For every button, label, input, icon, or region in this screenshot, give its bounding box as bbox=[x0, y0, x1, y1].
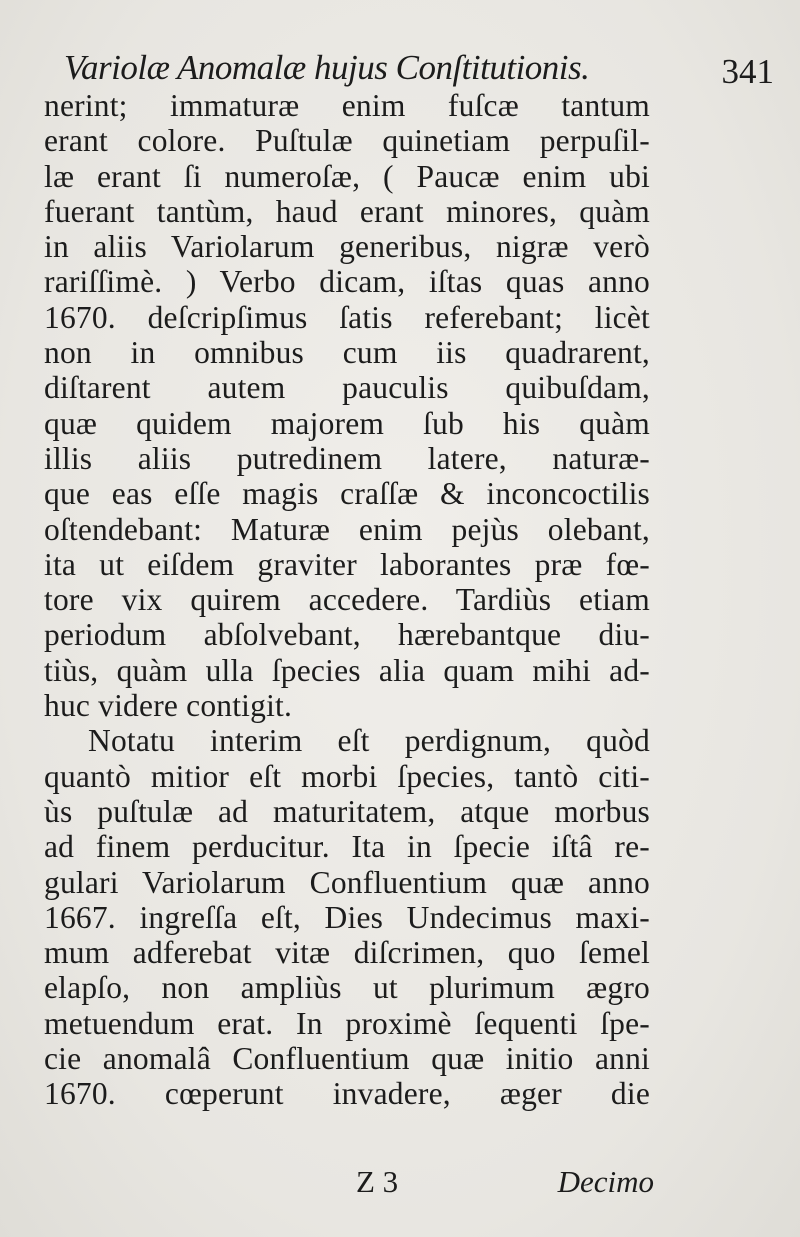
text-line: cie anomalâ Confluentium quæ initio anni bbox=[44, 1041, 650, 1077]
text-line: tore vix quirem accedere. Tardiùs etiam bbox=[44, 582, 650, 618]
text-line: fuerant tantùm, haud erant minores, quàm bbox=[44, 193, 650, 229]
text-line: nerint; immaturæ enim fuſcæ tantum bbox=[44, 88, 650, 123]
text-line: Notatu interim eſt perdignum, quòd bbox=[88, 723, 650, 759]
paragraph-2 bbox=[44, 723, 650, 1111]
text-line: oſtendebant: Maturæ enim pejùs olebant, bbox=[44, 511, 650, 547]
text-line: in aliis Variolarum generibus, nigræ verò bbox=[44, 229, 650, 265]
text-line: erant colore. Puſtulæ quinetiam perpuſil- bbox=[44, 123, 650, 159]
text-line: 1670. deſcripſimus ſatis referebant; licèt bbox=[44, 299, 650, 335]
signature-mark: Z 3 bbox=[356, 1164, 399, 1199]
page-footer bbox=[44, 1160, 654, 1204]
text-line: periodum abſolvebant, hærebantque diu- bbox=[44, 617, 650, 653]
text-line: gulari Variolarum Confluentium quæ anno bbox=[44, 864, 650, 900]
body-text bbox=[44, 88, 650, 1112]
page-number: 341 bbox=[721, 52, 774, 91]
text-line: 1667. ingreſſa eſt, Dies Undecimus maxi- bbox=[44, 899, 650, 935]
catchword: Decimo bbox=[557, 1164, 654, 1199]
text-line: illis aliis putredinem latere, naturæ- bbox=[44, 440, 650, 476]
text-line: non in omnibus cum iis quadrarent, bbox=[44, 335, 650, 371]
text-line: diſtarent autem pauculis quibuſdam, bbox=[44, 370, 650, 406]
text-line: ad finem perducitur. Ita in ſpecie iſtâ re- bbox=[44, 829, 650, 865]
text-line: 1670. cœperunt invadere, æger die bbox=[44, 1076, 650, 1112]
text-line: elapſo, non ampliùs ut plurimum ægro bbox=[44, 970, 650, 1006]
text-line: ita ut eiſdem graviter laborantes præ fœ- bbox=[44, 546, 650, 582]
paragraph-1 bbox=[44, 88, 650, 723]
text-line: huc videre contigit. bbox=[44, 688, 293, 724]
text-line: quæ quidem majorem ſub his quàm bbox=[44, 405, 650, 441]
text-line: læ erant ſi numeroſæ, ( Paucæ enim ubi bbox=[44, 158, 650, 194]
text-line: mum adferebat vitæ diſcrimen, quo ſemel bbox=[44, 935, 650, 971]
running-title: Variolæ Anomalæ hujus Conſtitutionis. bbox=[64, 48, 590, 87]
text-line: quantò mitior eſt morbi ſpecies, tantò citi- bbox=[44, 758, 650, 794]
text-line: rariſſimè. ) Verbo dicam, iſtas quas anno bbox=[44, 264, 650, 300]
text-line: ùs puſtulæ ad maturitatem, atque morbus bbox=[44, 793, 650, 829]
text-line: tiùs, quàm ulla ſpecies alia quam mihi ad- bbox=[44, 652, 650, 688]
text-line: que eas eſſe magis craſſæ & inconcoctilis bbox=[44, 476, 650, 512]
text-line: metuendum erat. In proximè ſequenti ſpe- bbox=[44, 1005, 650, 1041]
